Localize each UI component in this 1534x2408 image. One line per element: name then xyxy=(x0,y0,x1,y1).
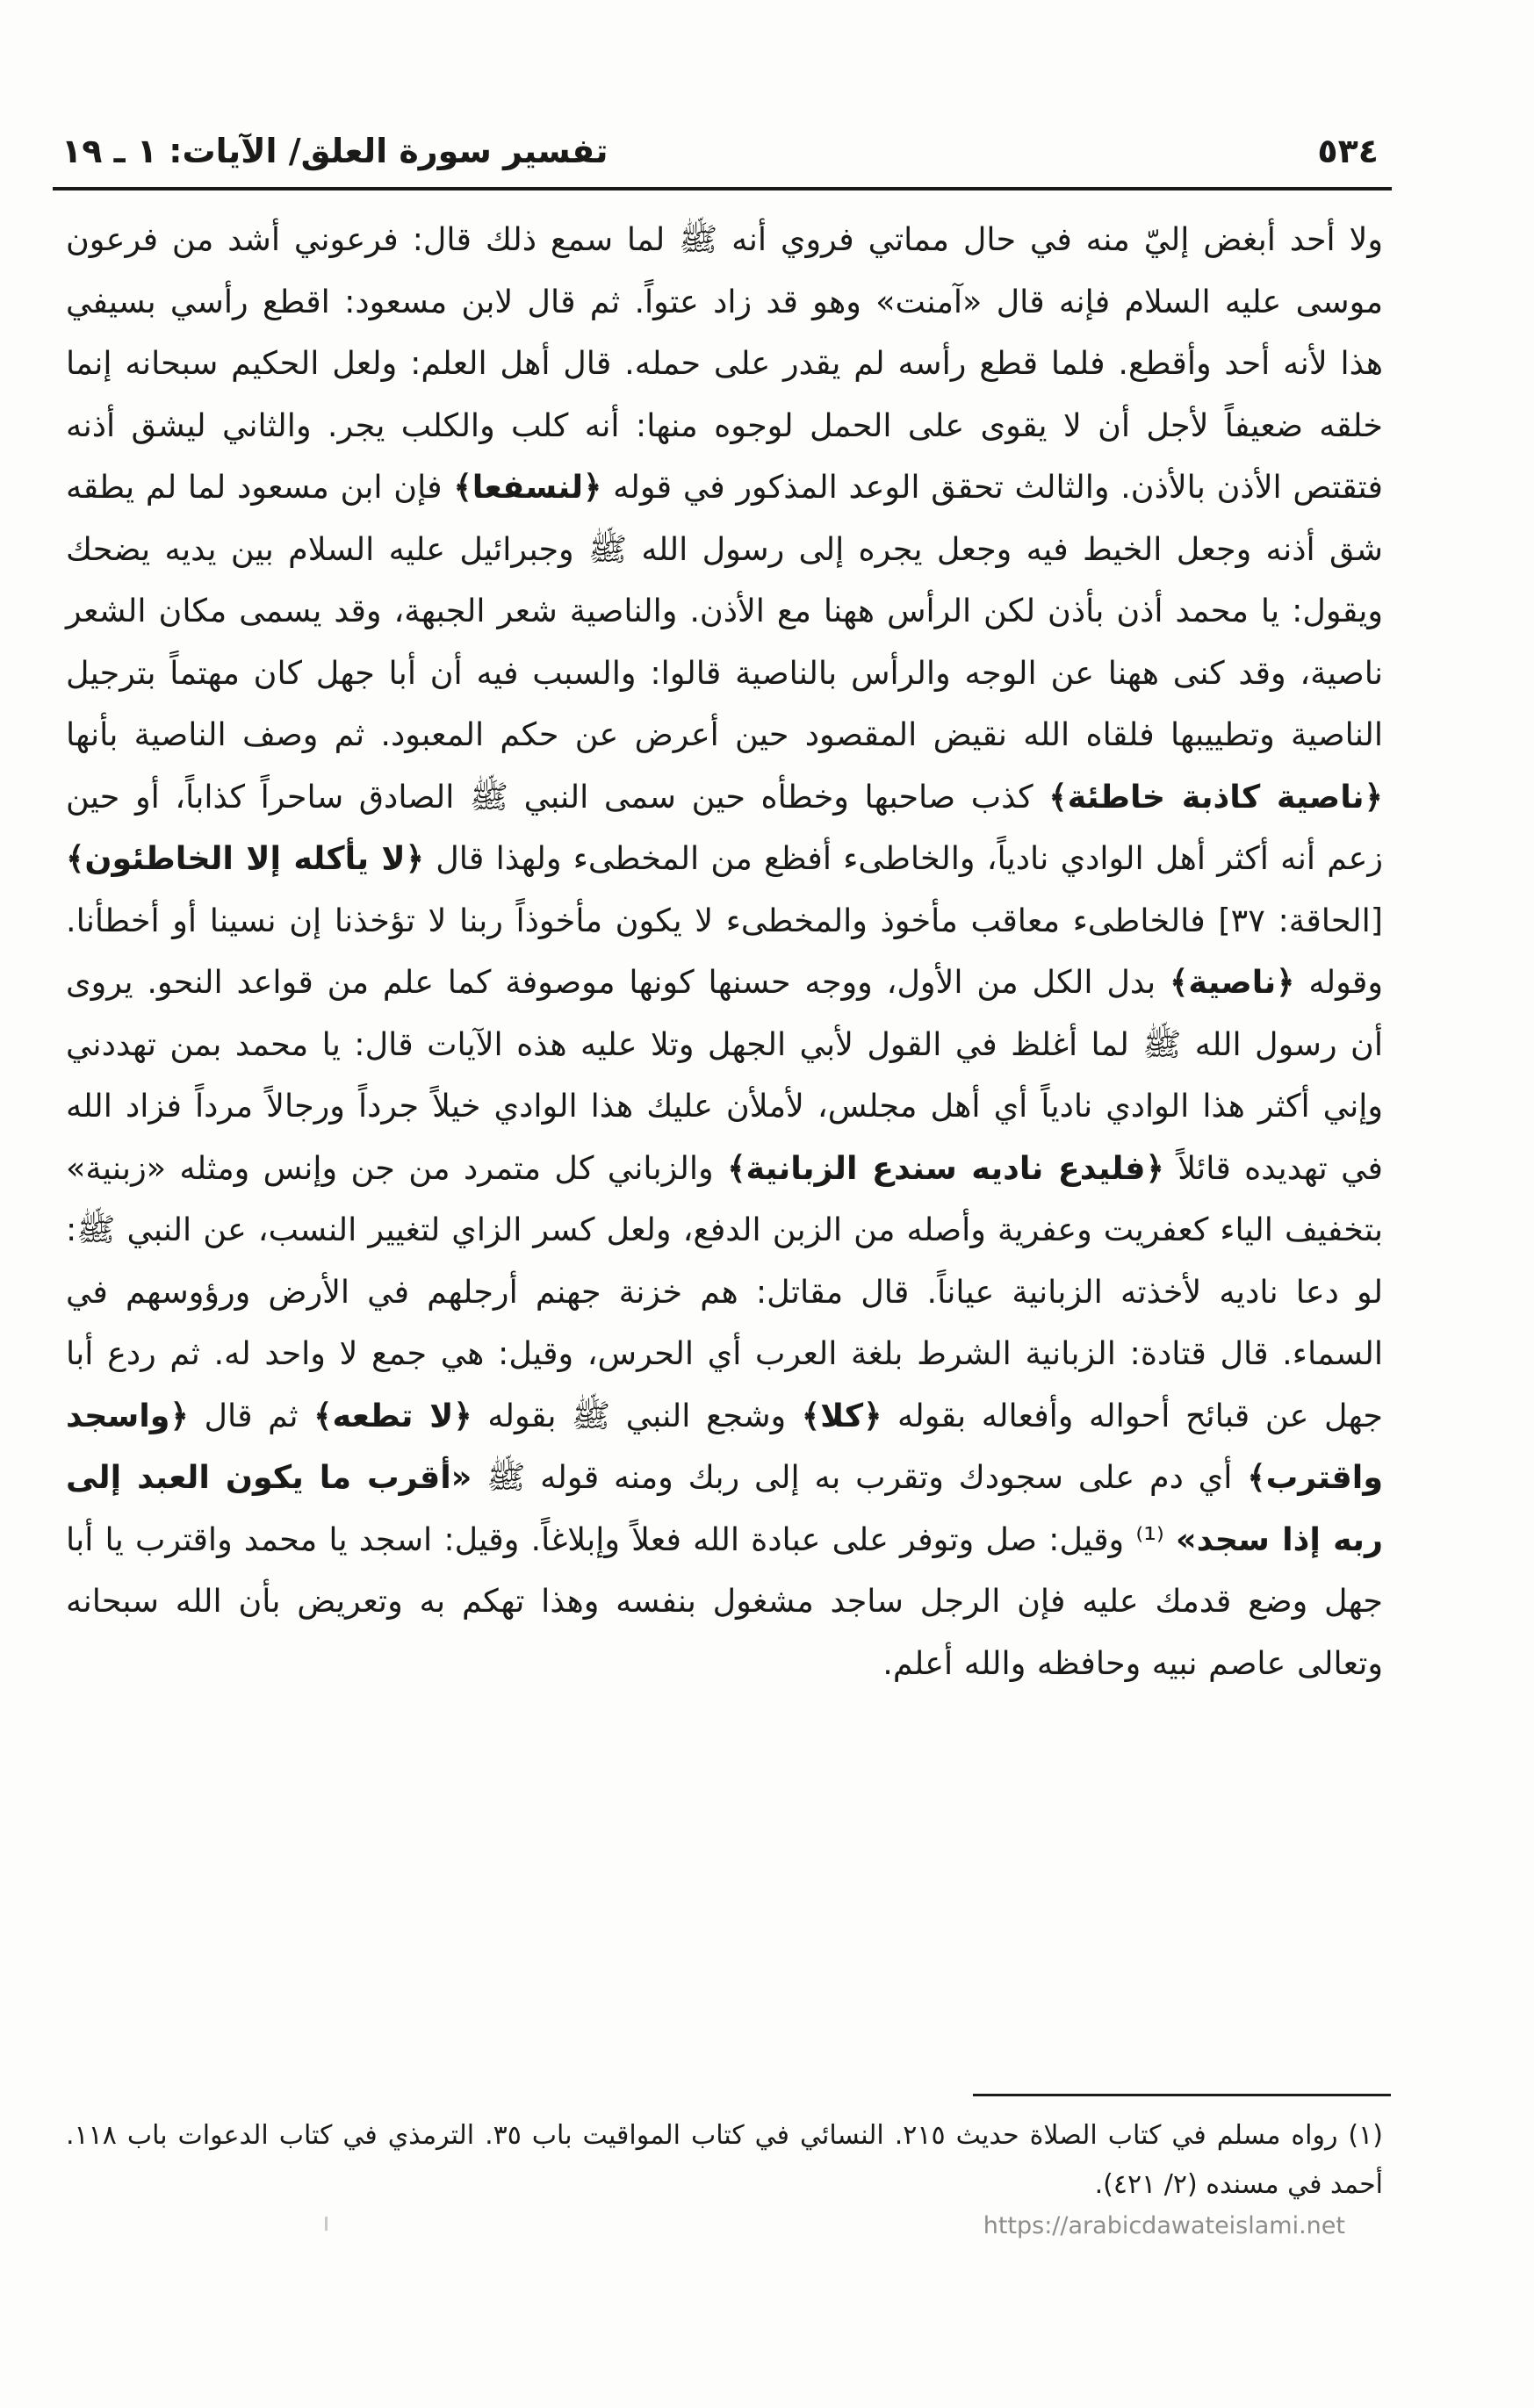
quran-quote: ﴿ناصية﴾ xyxy=(1170,963,1295,1001)
footnote-rule xyxy=(973,2094,1391,2096)
body-segment: ولا أحد أبغض إليّ منه في حال مماتي فروي أنه ﷺ لما سمع ذلك قال: فرعوني أشد من فرعون موسى عليه السلام فإنه قال «آمنت» وهو قد زاد عتواً. ثم قال لابن مسعود: اقطع رأسي بسيفي هذا لأنه أحد وأقطع. فلما قطع رأسه لم يقدر على حمله. قال أهل العلم: ولعل الحكيم سبحانه إنما خلقه ضعيفاً لأجل أن لا يقوى على الحمل لوجوه منها: أنه كلب والكلب يجر. والثاني ليشق أذنه فتقتص الأذن بالأذن. والثالث تحقق الوعد المذكور في قوله xyxy=(66,220,1383,506)
quran-quote: ﴿فليدع ناديه سندع الزبانية﴾ xyxy=(727,1148,1164,1187)
body-segment: فإن ابن مسعود لما لم يطقه شق أذنه وجعل الخيط فيه وجعل يجره إلى رسول الله ﷺ وجبرائيل عليه السلام بين يديه يضحك ويقول: يا محمد أذن بأذن لكن الرأس ههنا مع الأذن. والناصية شعر الجبهة، وقد يسمى مكان الشعر ناصية، وقد كنى ههنا عن الوجه والرأس بالناصية قالوا: والسبب فيه أن أبا جهل كان مهتماً بترجيل الناصية وتطييبها فلقاه الله نقيض المقصود حين أعرض عن حكم المعبود. ثم وصف الناصية بأنها xyxy=(66,468,1383,753)
header-rule xyxy=(53,187,1392,190)
body-segment: وشجع النبي ﷺ بقوله xyxy=(472,1396,802,1434)
body-segment: أي دم على سجودك وتقرب به إلى ربك ومنه قوله ﷺ xyxy=(472,1458,1248,1496)
quran-quote: ﴿لنسفعا﴾ xyxy=(453,468,602,506)
quran-quote: ﴿لا تطعه﴾ xyxy=(313,1396,472,1434)
running-header xyxy=(61,132,1379,193)
body-segment: والزباني كل متمرد من جن وإنس ومثله «زبنية» بتخفيف الياء كعفريت وعفرية وأصله من الزبن الدفع، ولعل كسر الزاي لتغيير النسب، عن النبي ﷺ: لو دعا ناديه لأخذته الزبانية عياناً. قال مقاتل: هم خزنة جهنم أرجلهم في الأرض ورؤوسهم في السماء. قال قتادة: الزبانية الشرط بلغة العرب أي الحرس، وقيل: هي جمع لا واحد له. ثم ردع أبا جهل عن قبائح أحواله وأفعاله بقوله xyxy=(66,1148,1383,1434)
body-segment: كذب صاحبها وخطأه حين سمى النبي ﷺ الصادق ساحراً كذاباً، أو حين زعم أنه أكثر أهل الوادي نادياً، والخاطىء أفظع من المخطىء ولهذا قال xyxy=(66,777,1383,877)
quran-quote: «أقرب ما يكون العبد إلى ربه إذا سجد» xyxy=(66,1458,1383,1558)
quran-quote: ﴿كلا﴾ xyxy=(801,1396,882,1434)
body-segment: بدل الكل من الأول، ووجه حسنها كونها موصوفة كما علم من قواعد النحو. يروى أن رسول الله ﷺ لما أغلظ في القول لأبي الجهل وتلا عليه هذه الآيات قال: يا محمد بمن تهددني وإني أكثر هذا الوادي نادياً أي أهل مجلس، لأملأن عليك هذا الوادي خيلاً جرداً ورجالاً مرداً فزاد الله في تهديده قائلاً xyxy=(66,963,1383,1187)
footnote-1: (١) رواه مسلم في كتاب الصلاة حديث ٢١٥. النسائي في كتاب المواقيت باب ٣٥. الترمذي في كتاب الدعوات باب ١١٨. أحمد في مسنده (٢/ ٤٢١). xyxy=(66,2120,1383,2200)
body-text xyxy=(66,209,1383,1694)
quran-quote: ﴿ناصية كاذبة خاطئة﴾ xyxy=(1048,777,1383,816)
header-title: تفسير سورة العلق/ الآيات: ١ ـ ١٩ xyxy=(61,132,609,170)
body-segment: [الحاقة: ٣٧] فالخاطىء معاقب مأخوذ والمخطىء لا يكون مأخوذاً ربنا لا تؤخذنا إن نسينا أو أخطأنا. وقوله xyxy=(66,901,1383,1001)
body-segment: ثم قال xyxy=(188,1396,314,1434)
scan-mark xyxy=(325,2217,328,2231)
body-segment: ⁽¹⁾ وقيل: صل وتوفر على عبادة الله فعلاً وإبلاغاً. وقيل: اسجد يا محمد واقترب يا أبا جهل وضع قدمك عليه فإن الرجل ساجد مشغول بنفسه وهذا تهكم به وتعريض بأن الله سبحانه وتعالى عاصم نبيه وحافظه والله أعلم. xyxy=(66,1520,1383,1682)
page-number: ٥٣٤ xyxy=(1317,132,1379,170)
watermark: https://arabicdawateislami.net xyxy=(983,2212,1345,2239)
body-paragraph xyxy=(66,209,1383,1694)
quran-quote: ﴿لا يأكله إلا الخاطئون﴾ xyxy=(66,839,424,877)
footnotes xyxy=(66,2111,1383,2210)
quran-quote: ﴿واسجد واقترب﴾ xyxy=(66,1396,1384,1496)
